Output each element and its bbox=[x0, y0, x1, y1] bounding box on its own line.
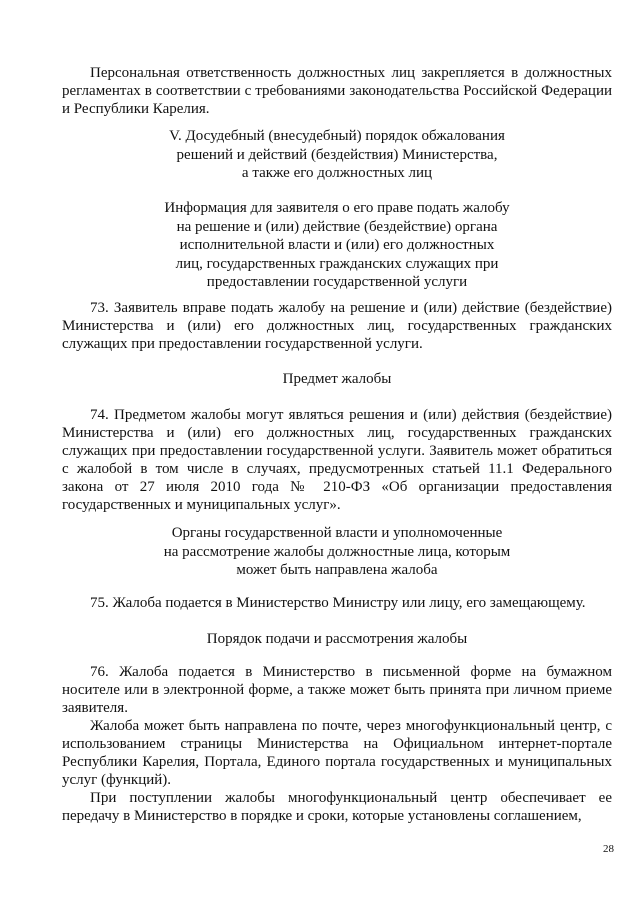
heading-procedure bbox=[62, 630, 612, 649]
heading-bodies bbox=[62, 524, 612, 580]
heading-subject bbox=[62, 370, 612, 389]
heading-line: предоставлении государственной услуги bbox=[206, 274, 468, 290]
heading-line: Информация для заявителя о его праве подать жалобу bbox=[164, 200, 510, 216]
heading-line: исполнительной власти и (или) его должностных bbox=[179, 237, 495, 253]
paragraph-76-mfc: При поступлении жалобы многофункциональный центр обеспечивает ее передачу в Министерство в порядке и сроки, которые установлены соглашением, bbox=[62, 790, 612, 824]
heading-line: Органы государственной власти и уполномоченные bbox=[171, 525, 503, 541]
heading-line: на рассмотрение жалобы должностные лица, которым bbox=[163, 543, 511, 560]
paragraph-76-mail: Жалоба может быть направлена по почте, через многофункциональный центр, с использованием страницы Министерства на Официальном интернет-портале Республики Карелия, Портала, Единого портала государственных и муниципальных услуг (функций). bbox=[62, 718, 612, 788]
heading-line: может быть направлена жалоба bbox=[236, 562, 438, 578]
paragraph-74: 74. Предметом жалобы могут являться решения и (или) действия (бездействие) Министерства и (или) его должностных лиц, государственных гражданских служащих при предоставлении государственной услуги. Заявитель может обратиться с жалобой в том числе в случаях, предусмотренных статьей 11.1 Федерального закона от 27 июля 2010 года № 210-ФЗ «Об организации предоставления государственных и муниципальных услуг». bbox=[62, 407, 612, 513]
heading-line: а также его должностных лиц bbox=[241, 165, 433, 181]
heading-line: решений и действий (бездействия) Министерства, bbox=[176, 146, 498, 163]
paragraph-intro: Персональная ответственность должностных лиц закрепляется в должностных регламентах в соответствии с требованиями законодательства Российской Федерации и Республики Карелия. bbox=[62, 65, 612, 117]
heading-section-v bbox=[62, 127, 612, 183]
page-number: 28 bbox=[603, 843, 614, 855]
heading-line: Предмет жалобы bbox=[282, 371, 392, 387]
heading-line: на решение и (или) действие (бездействие) органа bbox=[176, 218, 498, 235]
paragraph-76: 76. Жалоба подается в Министерство в письменной форме на бумажном носителе или в электронной форме, а также может быть принята при личном приеме заявителя. bbox=[62, 664, 612, 716]
heading-line: лиц, государственных гражданских служащих при bbox=[175, 255, 499, 272]
heading-line: V. Досудебный (внесудебный) порядок обжалования bbox=[169, 128, 505, 144]
paragraph-75: 75. Жалоба подается в Министерство Министру или лицу, его замещающему. bbox=[90, 595, 586, 611]
heading-line: Порядок подачи и рассмотрения жалобы bbox=[206, 631, 468, 647]
heading-info bbox=[62, 199, 612, 292]
paragraph-73: 73. Заявитель вправе подать жалобу на решение и (или) действие (бездействие) Министерства и (или) его должностных лиц, государственных гражданских служащих при предоставлении государственной услуги. bbox=[62, 300, 612, 352]
